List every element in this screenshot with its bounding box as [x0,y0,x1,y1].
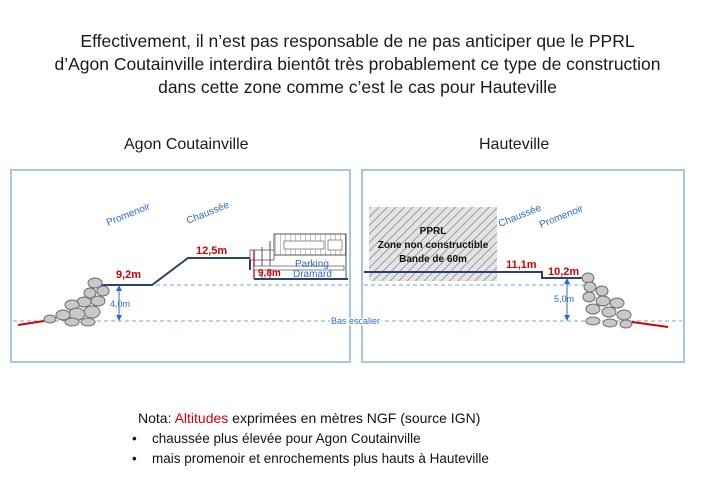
bas-escalier-label: Bas escalier [331,316,381,326]
pprl-label-3: Bande de 60m [399,254,467,265]
left-promenoir-label: Promenoir [105,201,152,229]
note-bullet-2 [132,451,489,466]
bullet-text: mais promenoir et enrochements plus hauts à Hauteville [152,451,489,466]
left-alt-parking: 9,8m [258,268,281,279]
right-promenoir-label: Promenoir [538,203,585,231]
note-line [138,410,480,426]
title-line-3: dans cette zone comme c’est le cas pour Hauteville [158,77,557,97]
left-height-diff: 4,0m [110,299,131,309]
right-panel-heading: Hauteville [479,136,550,153]
note-bullet-1 [132,431,421,446]
right-height-diff: 5,0m [554,294,575,304]
bullet-dot: • [132,451,137,466]
bullet-dot: • [132,431,137,446]
right-chaussee-label: Chaussée [497,202,543,230]
title-line-2: d’Agon Coutainville interdira bientôt très probablement ce type de construction [54,54,661,74]
bullet-text: chaussée plus élevée pour Agon Coutainville [152,431,421,446]
left-chaussee-label: Chaussée [185,199,231,227]
pprl-label-1: PPRL [419,226,447,237]
right-alt-chaussee: 11,1m [506,259,537,271]
parking-label-2: Dramard [293,269,332,280]
note-suffix: exprimées en mètres NGF (source IGN) [228,410,481,426]
note-highlight: Altitudes [174,410,229,426]
parking-label-1: Parking [295,259,329,270]
title-line-1: Effectivement, il n’est pas responsable de ne pas anticiper que le PPRL [80,31,635,51]
pprl-label-2: Zone non constructible [377,240,489,251]
left-panel-heading: Agon Coutainville [124,136,249,153]
left-alt-promenoir: 9,2m [116,269,142,281]
left-alt-chaussee: 12,5m [196,245,228,257]
note-prefix: Nota: [138,410,175,426]
right-alt-promenoir: 10,2m [548,266,580,278]
